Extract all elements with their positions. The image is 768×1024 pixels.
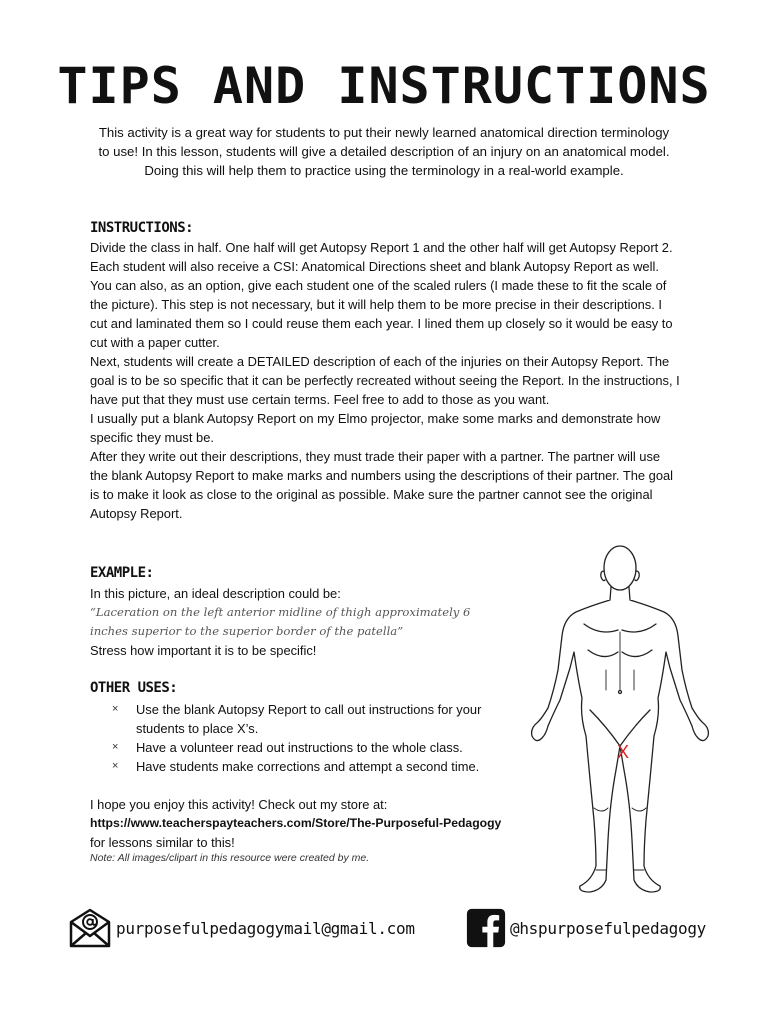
x-bullet-icon: × bbox=[112, 760, 119, 772]
example-heading: EXAMPLE: bbox=[90, 565, 154, 581]
figure-abdomen bbox=[606, 632, 634, 690]
list-item bbox=[90, 738, 520, 757]
example-quote: “Laceration on the left anterior midline of thigh approximately 6 inches superior to the superior border of the patella” bbox=[90, 605, 471, 638]
facebook-icon bbox=[466, 908, 506, 948]
example-body bbox=[90, 584, 510, 660]
closing-text bbox=[90, 795, 530, 852]
other-uses-heading: OTHER USES: bbox=[90, 680, 178, 696]
list-item-text: Use the blank Autopsy Report to call out instructions for your students to place X’s. bbox=[136, 702, 482, 736]
instructions-paragraph: I usually put a blank Autopsy Report on my Elmo projector, make some marks and demonstrate how specific they must be. bbox=[90, 411, 661, 445]
instructions-heading: INSTRUCTIONS: bbox=[90, 220, 194, 236]
instructions-paragraph: After they write out their descriptions, they must trade their paper with a partner. The partner will use the blank Autopsy Report to make marks and numbers using the descriptions of their partner. The goal is to make it look as close to the original as possible. Make sure the partner cannot see the original Autopsy Report. bbox=[90, 449, 674, 521]
list-item bbox=[90, 700, 520, 738]
x-bullet-icon: × bbox=[112, 703, 119, 715]
intro-text: This activity is a great way for students to put their newly learned anatomical direction terminology to use! In this lesson, students will give a detailed description of an injury on an anatomical model. Doing this will help them to practice using the terminology in a real-world example. bbox=[98, 125, 670, 178]
instructions-paragraph: Divide the class in half. One half will get Autopsy Report 1 and the other half will get Autopsy Report 2. Each student will also receive a CSI: Anatomical Directions sheet and blank Autopsy Report as well. You can also, as an option, give each student one of the scaled rulers (I made these to fit the scale of the picture). This step is not necessary, but it will help them to be more precise in their descriptions. I cut and laminated them so I could reuse them each year. I lined them up closely so it would be easy to cut with a paper cutter. bbox=[90, 240, 673, 350]
list-item-text: Have a volunteer read out instructions to the whole class. bbox=[136, 740, 463, 755]
example-lead: In this picture, an ideal description could be: bbox=[90, 586, 341, 601]
page-title: TIPS AND INSTRUCTIONS bbox=[57, 57, 711, 115]
email-contact bbox=[68, 906, 415, 950]
email-address[interactable]: purposefulpedagogymail@gmail.com bbox=[116, 918, 415, 938]
closing-line: for lessons similar to this! bbox=[90, 835, 235, 850]
figure-knees bbox=[594, 808, 646, 811]
figure-pelvis bbox=[590, 710, 650, 746]
example-follow: Stress how important it is to be specific! bbox=[90, 643, 317, 658]
instructions-body bbox=[90, 238, 680, 523]
intro-paragraph bbox=[92, 123, 676, 180]
anatomical-figure bbox=[520, 540, 720, 905]
closing-line: I hope you enjoy this activity! Check out my store at: bbox=[90, 797, 388, 812]
other-uses-list bbox=[90, 700, 520, 776]
injury-x-mark: X bbox=[617, 742, 630, 762]
figure-head bbox=[604, 546, 636, 590]
image-credit-note: Note: All images/clipart in this resource were created by me. bbox=[90, 852, 370, 864]
facebook-handle[interactable]: @hspurposefulpedagogy bbox=[510, 918, 706, 938]
envelope-at-icon bbox=[68, 906, 112, 950]
store-link[interactable]: https://www.teacherspayteachers.com/Store/The-Purposeful-Pedagogy bbox=[90, 816, 502, 830]
list-item-text: Have students make corrections and attempt a second time. bbox=[136, 759, 480, 774]
facebook-contact bbox=[466, 906, 706, 950]
figure-chest bbox=[584, 624, 656, 632]
figure-navel bbox=[619, 691, 622, 694]
x-bullet-icon: × bbox=[112, 741, 119, 753]
list-item bbox=[90, 757, 520, 776]
instructions-paragraph: Next, students will create a DETAILED description of each of the injuries on their Autopsy Report. The goal is to be so specific that it can be perfectly recreated without seeing the Report. In the instructions, I have put that they must use certain terms. Feel free to add to those as you want. bbox=[90, 354, 680, 407]
